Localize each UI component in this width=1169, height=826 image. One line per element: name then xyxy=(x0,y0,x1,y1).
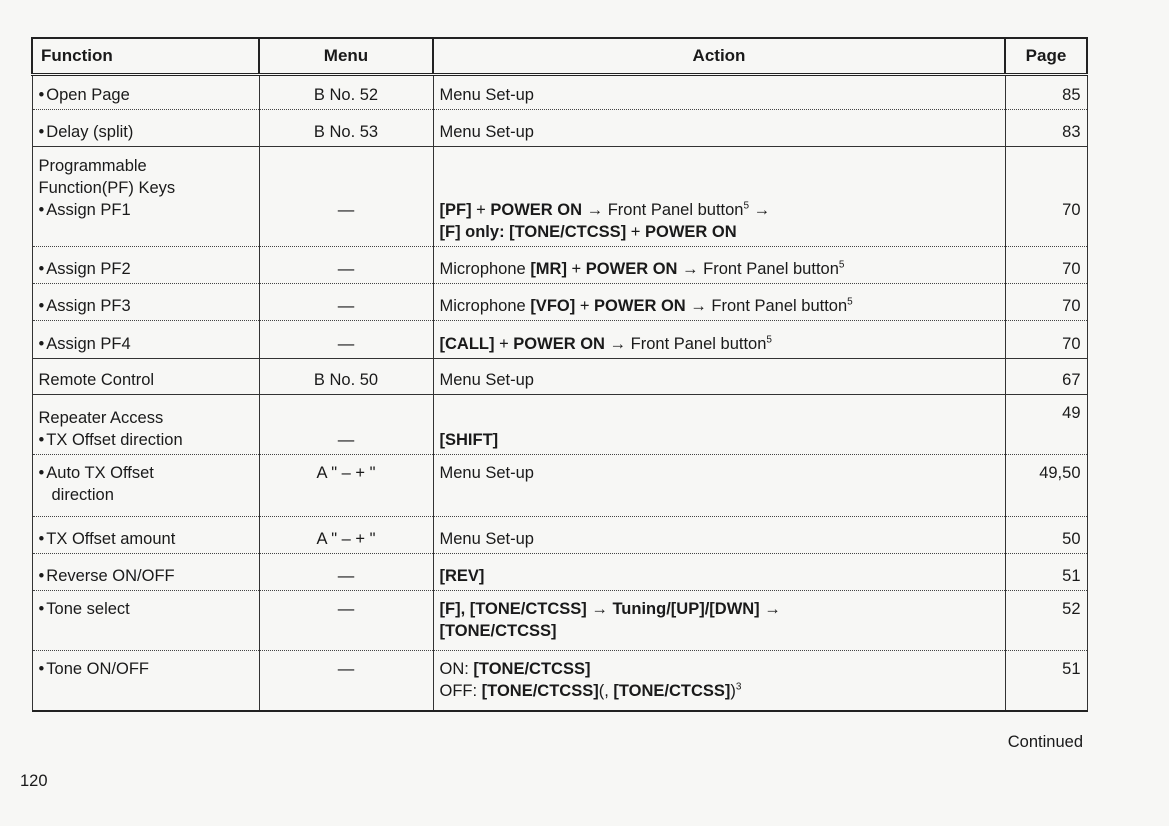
page-cell: 85 xyxy=(1005,75,1087,110)
function-reference-table xyxy=(31,37,1088,712)
page-cell: 67 xyxy=(1005,359,1087,395)
page-number: 120 xyxy=(20,772,48,790)
table-header-row xyxy=(32,38,1087,75)
menu-cell: — xyxy=(259,554,433,591)
menu-cell: B No. 50 xyxy=(259,359,433,395)
action-cell: Menu Set-up xyxy=(433,110,1005,147)
page-cell: 70 xyxy=(1005,247,1087,284)
header-function: Function xyxy=(32,38,259,75)
function-cell: • Tone ON/OFF xyxy=(32,651,259,711)
function-cell: • Open Page xyxy=(32,75,259,110)
page-cell: 49,50 xyxy=(1005,455,1087,517)
header-page: Page xyxy=(1005,38,1087,75)
page-cell: 70 xyxy=(1005,284,1087,321)
action-cell: Menu Set-up xyxy=(433,517,1005,554)
group-label: Repeater Access xyxy=(38,409,164,427)
function-cell: Remote Control xyxy=(32,359,259,395)
table-row xyxy=(32,110,1087,147)
table-row xyxy=(32,147,1087,247)
page-cell: 49 xyxy=(1005,395,1087,455)
page-cell: 70 xyxy=(1005,147,1087,247)
table-row xyxy=(32,554,1087,591)
function-cell: • Assign PF3 xyxy=(32,284,259,321)
table-row xyxy=(32,517,1087,554)
action-cell: [F], [TONE/CTCSS] → Tuning/[UP]/[DWN] → [TONE/CTCSS] xyxy=(433,591,1005,651)
table-row xyxy=(32,75,1087,110)
function-label: • TX Offset direction xyxy=(39,429,253,451)
table-row xyxy=(32,284,1087,321)
function-cell xyxy=(32,395,259,455)
action-cell: Microphone [VFO] + POWER ON → Front Panel button$^5$ xyxy=(433,284,1005,321)
menu-cell: — xyxy=(259,247,433,284)
group-label: Programmable xyxy=(38,157,147,175)
function-cell xyxy=(32,455,259,517)
menu-cell: — xyxy=(259,395,433,455)
menu-cell: — xyxy=(259,147,433,247)
function-label: direction xyxy=(51,486,114,504)
function-cell: • Assign PF2 xyxy=(32,247,259,284)
function-label: • Assign PF1 xyxy=(39,199,253,221)
table-row xyxy=(32,359,1087,395)
header-menu: Menu xyxy=(259,38,433,75)
menu-cell: A " – + " xyxy=(259,455,433,517)
action-cell: ON: [TONE/CTCSS] OFF: [TONE/CTCSS](, [TONE/CTCSS])$^3$ xyxy=(433,651,1005,711)
action-cell: Menu Set-up xyxy=(433,455,1005,517)
function-cell xyxy=(32,147,259,247)
page-cell: 83 xyxy=(1005,110,1087,147)
action-cell: Menu Set-up xyxy=(433,75,1005,110)
table-row xyxy=(32,395,1087,455)
table-row xyxy=(32,455,1087,517)
menu-cell: A " – + " xyxy=(259,517,433,554)
continued-label: Continued xyxy=(1007,733,1083,751)
action-cell: [PF] + POWER ON → Front Panel button$^5$ → [F] only: [TONE/CTCSS] + POWER ON xyxy=(433,147,1005,247)
action-cell: [REV] xyxy=(433,554,1005,591)
page-cell: 70 xyxy=(1005,321,1087,359)
table-row xyxy=(32,247,1087,284)
page-cell: 50 xyxy=(1005,517,1087,554)
function-cell: • Tone select xyxy=(32,591,259,651)
menu-cell: — xyxy=(259,321,433,359)
header-action: Action xyxy=(433,38,1005,75)
action-cell: [SHIFT] xyxy=(433,395,1005,455)
page-cell: 51 xyxy=(1005,651,1087,711)
group-label: Function(PF) Keys xyxy=(38,179,176,197)
table-row xyxy=(32,651,1087,711)
action-cell: Menu Set-up xyxy=(433,359,1005,395)
function-cell: • Delay (split) xyxy=(32,110,259,147)
menu-cell: — xyxy=(259,284,433,321)
menu-cell: — xyxy=(259,651,433,711)
page-cell: 52 xyxy=(1005,591,1087,651)
table-row xyxy=(32,321,1087,359)
menu-cell: B No. 53 xyxy=(259,110,433,147)
function-label: • Auto TX Offset xyxy=(39,462,253,484)
function-cell: • TX Offset amount xyxy=(32,517,259,554)
function-cell: • Assign PF4 xyxy=(32,321,259,359)
action-cell: Microphone [MR] + POWER ON → Front Panel button$^5$ xyxy=(433,247,1005,284)
menu-cell: — xyxy=(259,591,433,651)
table-row xyxy=(32,591,1087,651)
action-cell: [CALL] + POWER ON → Front Panel button$^5$ xyxy=(433,321,1005,359)
menu-cell: B No. 52 xyxy=(259,75,433,110)
function-cell: • Reverse ON/OFF xyxy=(32,554,259,591)
page-cell: 51 xyxy=(1005,554,1087,591)
